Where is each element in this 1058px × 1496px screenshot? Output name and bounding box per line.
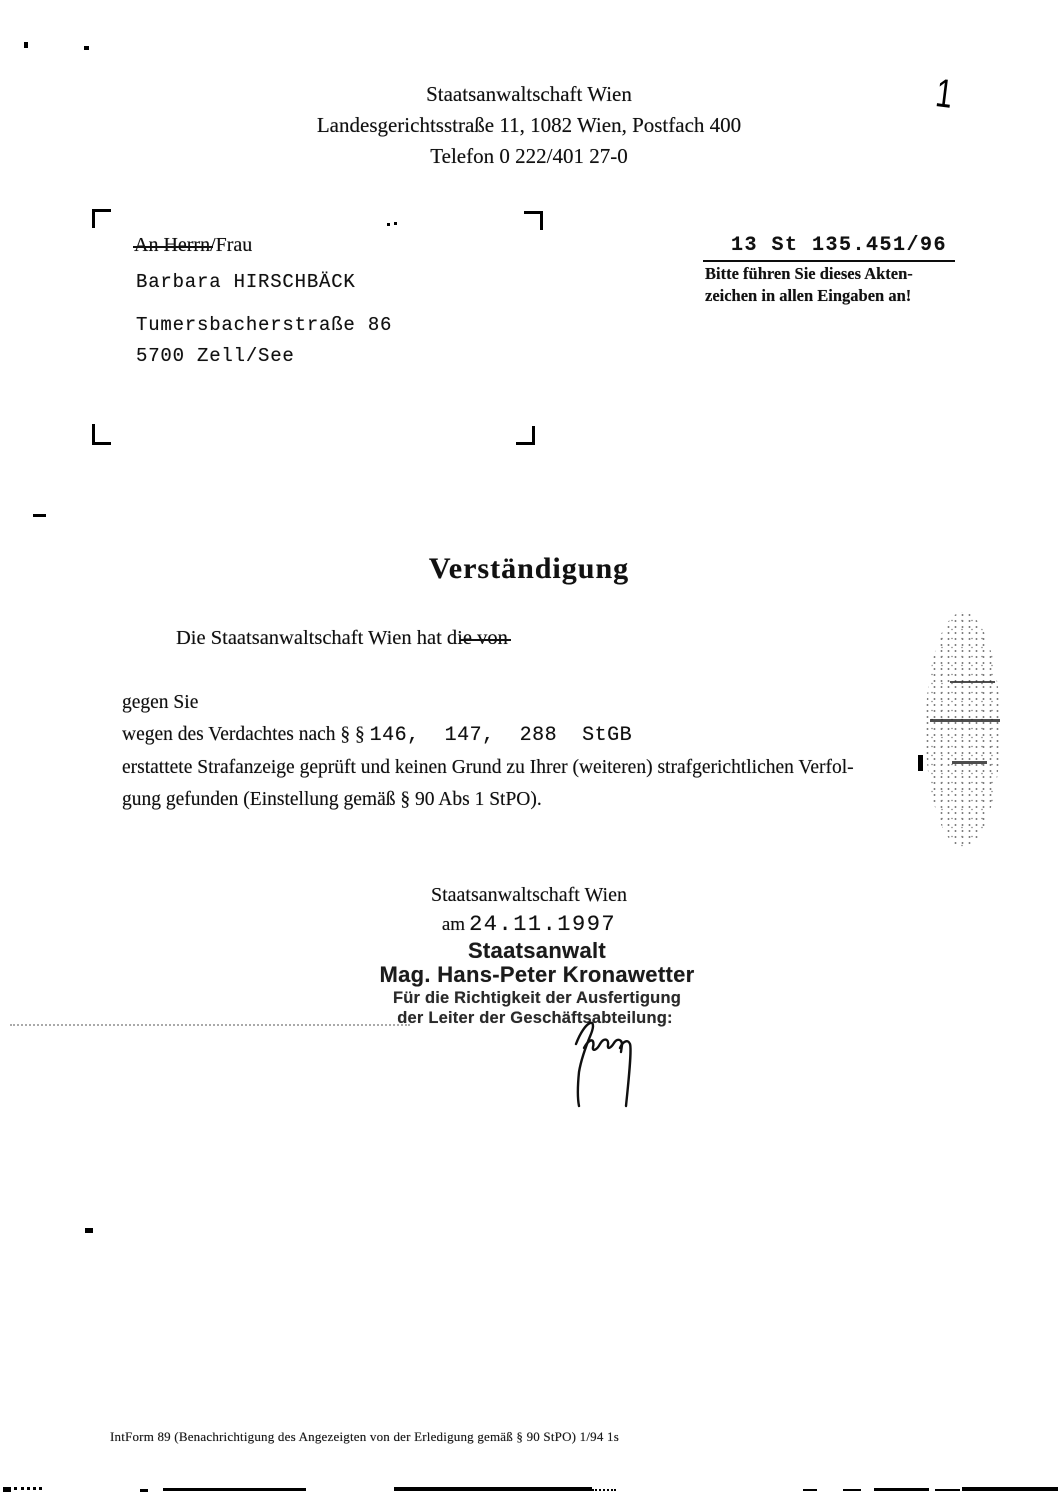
scan-smudge-dash (952, 761, 987, 764)
salutation-prefix: An (134, 234, 164, 256)
recipient-name: Barbara HIRSCHBÄCK (136, 271, 356, 293)
file-reference-number: 13 St 135.451/96 (731, 234, 948, 257)
scan-edge-segment (394, 1487, 592, 1491)
reference-note-line1: Bitte führen Sie dieses Akten- (705, 264, 913, 283)
scan-edge-segment (140, 1489, 148, 1492)
closing-org: Staatsanwaltschaft Wien (431, 884, 627, 906)
scan-smudge-dash (930, 719, 1000, 722)
body-verdacht-prefix: wegen des Verdachtes nach § § (122, 724, 370, 745)
scan-edge-segment (14, 1487, 42, 1490)
scan-edge-segment (3, 1487, 11, 1492)
stamp-certification-line1: Für die Richtigkeit der Ausfertigung (392, 989, 682, 1007)
file-reference-box (703, 234, 955, 262)
body-line-gegen-sie: gegen Sie (122, 692, 199, 713)
recipient-city: 5700 Zell/See (136, 345, 295, 367)
scan-smudge-line (10, 1024, 410, 1026)
reference-note-line2: zeichen in allen Eingaben an! (705, 286, 912, 305)
document-title: Verständigung (428, 552, 630, 585)
salutation-struck-word: Herrn (163, 234, 211, 256)
recipient-salutation (134, 234, 252, 257)
body-intro-struck-word: von (477, 627, 508, 649)
scan-speck (85, 1228, 93, 1233)
body-line-einstellung: gung gefunden (Einstellung gemäß § 90 Abs 1 StPO). (122, 789, 542, 810)
body-intro-prefix: Die Staatsanwaltschaft Wien hat die (176, 627, 478, 649)
corner-mark-bottom-left (92, 424, 111, 445)
handwritten-page-number: 1 (933, 71, 956, 117)
scan-edge-segment (592, 1489, 616, 1491)
stamp-certification-line2: der Leiter der Geschäftsabteilung: (397, 1009, 673, 1027)
signature-scribble (548, 1008, 668, 1108)
scan-speck (84, 46, 89, 50)
closing-date: 24.11.1997 (469, 912, 617, 937)
scan-speck (394, 222, 397, 225)
form-footer: IntForm 89 (Benachrichtigung des Angezeigten von der Erledigung gemäß § 90 StPO) 1/94 1s (110, 1429, 619, 1444)
scan-speck (24, 42, 28, 48)
corner-mark-bottom-right (516, 426, 535, 445)
body-verdacht-paragraphs: 146, 147, 288 StGB (369, 724, 633, 747)
stamp-name: Mag. Hans-Peter Kronawetter (379, 962, 695, 987)
scan-edge-segment (163, 1488, 306, 1491)
scan-edge-segment (803, 1489, 817, 1491)
corner-mark-top-right (524, 211, 543, 230)
letterhead-phone: Telefon 0 222/401 27-0 (430, 144, 628, 168)
letterhead-address: Landesgerichtsstraße 11, 1082 Wien, Postfach 400 (316, 113, 742, 137)
closing-date-prefix: am (441, 914, 466, 935)
body-line-verdacht (122, 724, 632, 747)
salutation-suffix: /Frau (210, 234, 253, 256)
letterhead-org: Staatsanwaltschaft Wien (426, 82, 632, 106)
scan-speck (918, 755, 923, 771)
scan-noise-band (924, 612, 1002, 847)
scan-edge-segment (935, 1489, 960, 1491)
scan-edge-segment (874, 1488, 929, 1491)
body-line-strafanzeige: erstattete Strafanzeige geprüft und keinen Grund zu Ihrer (weiteren) strafgerichtlichen Verfol- (122, 757, 854, 778)
body-intro (176, 627, 508, 650)
recipient-street: Tumersbacherstraße 86 (136, 314, 393, 336)
scan-speck (33, 514, 46, 517)
scan-edge-segment (962, 1487, 1058, 1491)
corner-mark-top-left (92, 209, 111, 228)
closing-date-line (0, 912, 1058, 937)
scan-smudge-dash (950, 681, 995, 683)
scan-speck (387, 223, 390, 226)
stamp-role: Staatsanwalt (467, 938, 607, 963)
scan-edge-segment (843, 1489, 861, 1491)
